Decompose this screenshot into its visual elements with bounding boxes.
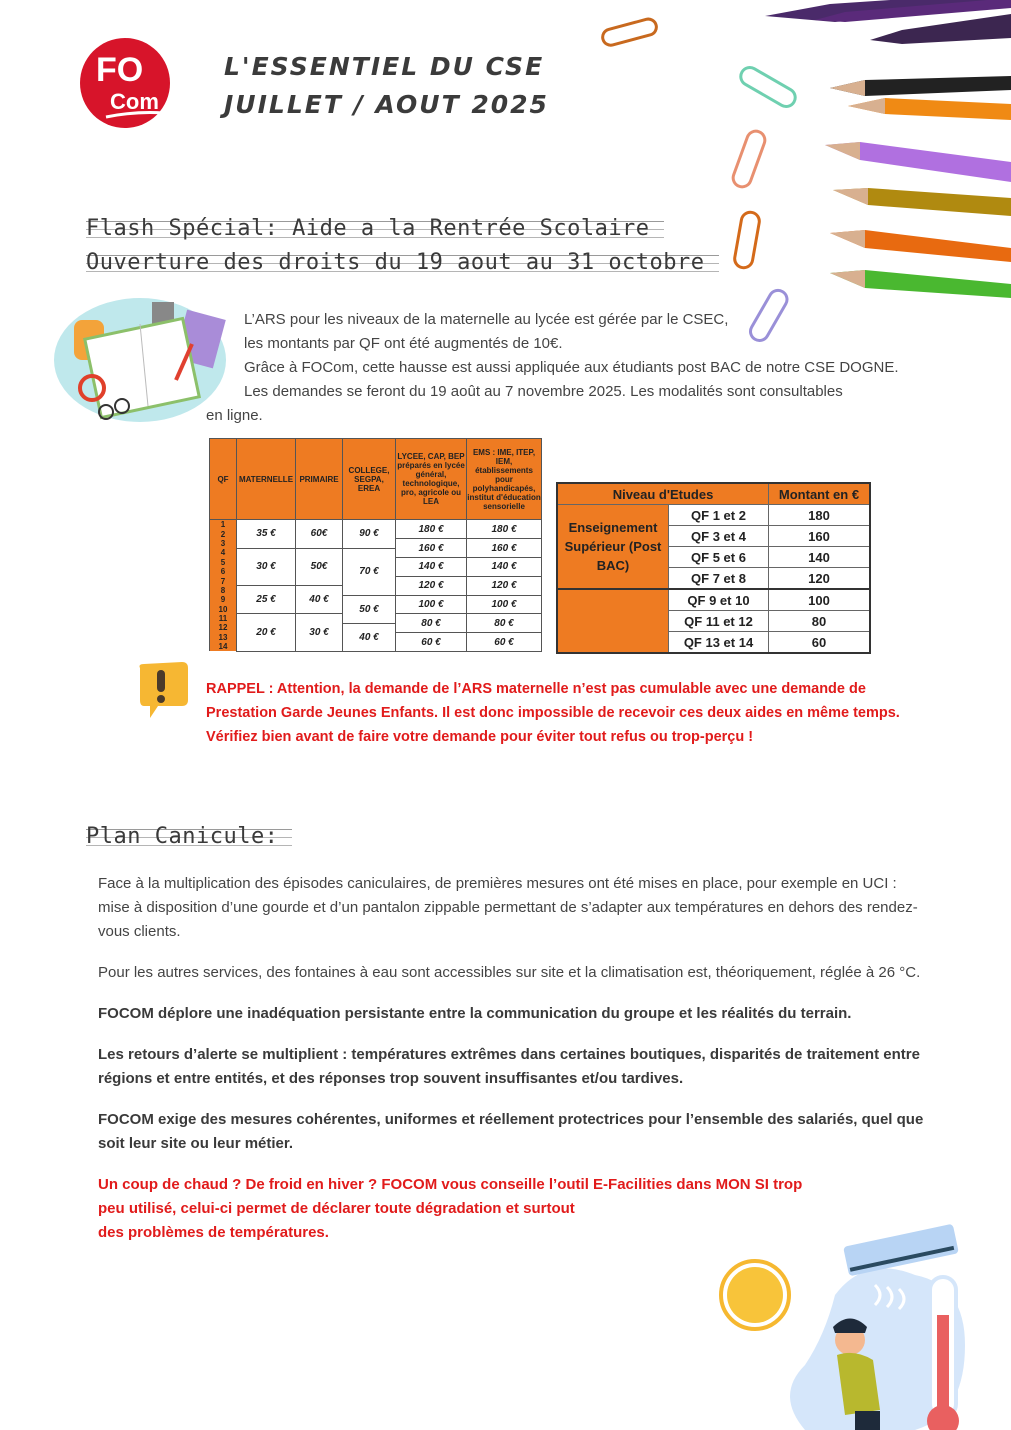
- col-header-lycee: LYCEE, CAP, BEP préparés en lycée général, technologique, pro, agricole ou LEA: [396, 439, 467, 520]
- pencils-decoration: [590, 0, 1011, 345]
- canicule-paragraph: Face à la multiplication des épisodes caniculaires, de premières mesures ont été mises en place, pour exemple en UCI : mise à disposition d’une gourde et d’un pantalon zippable permettant de s’adapter aux températures en dehors des rendez-vous clients.: [98, 875, 918, 940]
- advice-line: Un coup de chaud ? De froid en hiver ? FOCOM vous conseille l’outil E-Facilities dans MON SI trop: [98, 1176, 803, 1193]
- qf-number: 9: [210, 595, 237, 604]
- col-header-ems: EMS : IME, ITEP, IEM, établissements pour polyhandicapés, institut d'éducation sensorielle: [467, 439, 542, 520]
- ems-amount: 180 €: [467, 520, 542, 539]
- qf-number: 12: [210, 623, 237, 632]
- level-empty: [557, 589, 669, 653]
- rappel-check: Vérifiez bien avant de faire votre demande pour éviter tout refus ou trop-perçu !: [206, 729, 754, 745]
- amount: 60: [769, 632, 871, 654]
- rappel-text: RAPPEL : Attention, la demande de l’ARS maternelle n’est pas cumulable avec une demande de Prestation Garde Jeunes Enfants. Il est donc impossible de recevoir ces deux aides en même temps.: [206, 681, 900, 721]
- post-bac-table: [556, 482, 871, 654]
- ems-amount: 80 €: [467, 614, 542, 633]
- intro-line: les montants par QF ont été augmentés de 10€.: [244, 335, 563, 352]
- newsletter-title: L'ESSENTIEL DU CSE: [224, 52, 545, 81]
- qf-number: 4: [210, 548, 237, 557]
- qf-number: 11: [210, 614, 237, 623]
- lycee-amount: 180 €: [396, 520, 467, 539]
- primaire-amount: 50€: [296, 548, 343, 586]
- canicule-heading: Plan Canicule:: [86, 820, 292, 854]
- qf-number: 5: [210, 558, 237, 567]
- college-amount: 90 €: [343, 520, 396, 549]
- amount: 160: [769, 526, 871, 547]
- intro-line: en ligne.: [206, 407, 263, 424]
- intro-line: Les demandes se feront du 19 août au 7 novembre 2025. Les modalités sont consultables: [244, 383, 843, 400]
- flash-subheading: Ouverture des droits du 19 aout au 31 octobre: [86, 246, 719, 280]
- lycee-amount: 100 €: [396, 595, 467, 614]
- rappel-warning: [206, 677, 926, 749]
- flash-heading: Flash Spécial: Aide a la Rentrée Scolaire: [86, 212, 664, 246]
- amount: 80: [769, 611, 871, 632]
- college-amount: 40 €: [343, 623, 396, 651]
- intro-line: L’ARS pour les niveaux de la maternelle au lycée est gérée par le CSEC,: [244, 311, 729, 328]
- svg-text:FO: FO: [96, 51, 144, 89]
- qf-range: QF 1 et 2: [669, 505, 769, 526]
- col-header-qf: QF: [210, 439, 237, 520]
- paperclip-icon: [601, 17, 658, 47]
- col-header-level: Niveau d'Etudes: [557, 483, 769, 505]
- canicule-paragraph: FOCOM exige des mesures cohérentes, uniformes et réellement protectrices pour l’ensemble des salariés, quel que soit leur site ou leur métier.: [98, 1111, 924, 1152]
- qf-range: QF 9 et 10: [669, 589, 769, 611]
- school-supplies-illustration: [52, 284, 228, 426]
- canicule-paragraph: Pour les autres services, des fontaines à eau sont accessibles sur site et la climatisation est, théoriquement, réglée à 26 °C.: [98, 964, 921, 981]
- ems-amount: 60 €: [467, 633, 542, 652]
- amount: 180: [769, 505, 871, 526]
- lycee-amount: 120 €: [396, 576, 467, 595]
- qf-range: QF 5 et 6: [669, 547, 769, 568]
- col-header-amount: Montant en €: [769, 483, 871, 505]
- qf-number: 13: [210, 633, 237, 642]
- primaire-amount: 40 €: [296, 586, 343, 614]
- exclamation-icon: [132, 660, 192, 720]
- qf-number: 6: [210, 567, 237, 576]
- heatwave-illustration: [715, 1215, 1011, 1430]
- level-label: Enseignement Supérieur (Post BAC): [557, 505, 669, 590]
- maternelle-amount: 25 €: [237, 586, 296, 614]
- lycee-amount: 140 €: [396, 558, 467, 577]
- canicule-paragraph: Les retours d’alerte se multiplient : températures extrêmes dans certaines boutiques, disparités de traitement entre régions et entre entités, et des réponses trop souvent insuffisantes et/ou tardives.: [98, 1046, 920, 1087]
- amount: 140: [769, 547, 871, 568]
- maternelle-amount: 35 €: [237, 520, 296, 549]
- qf-number: 1: [210, 520, 237, 530]
- ems-amount: 140 €: [467, 558, 542, 577]
- primaire-amount: 30 €: [296, 614, 343, 652]
- advice-line: peu utilisé, celui-ci permet de déclarer toute dégradation et surtout: [98, 1200, 575, 1217]
- qf-number: 14: [210, 642, 237, 651]
- ems-amount: 160 €: [467, 539, 542, 558]
- air-conditioner-icon: [843, 1224, 959, 1277]
- college-amount: 50 €: [343, 595, 396, 623]
- advice-line: des problèmes de températures.: [98, 1224, 329, 1241]
- focom-logo: [76, 37, 174, 129]
- sun-icon: [721, 1261, 789, 1329]
- ars-qf-table: [209, 438, 542, 652]
- qf-range: QF 11 et 12: [669, 611, 769, 632]
- maternelle-amount: 20 €: [237, 614, 296, 652]
- qf-number: 3: [210, 539, 237, 548]
- qf-number: 10: [210, 605, 237, 614]
- lycee-amount: 160 €: [396, 539, 467, 558]
- primaire-amount: 60€: [296, 520, 343, 549]
- canicule-body: [98, 872, 928, 1262]
- amount: 100: [769, 589, 871, 611]
- ars-intro: [206, 308, 926, 428]
- qf-range: QF 3 et 4: [669, 526, 769, 547]
- col-header-maternelle: MATERNELLE: [237, 439, 296, 520]
- svg-text:Com: Com: [110, 89, 159, 114]
- qf-number: 2: [210, 529, 237, 538]
- ems-amount: 120 €: [467, 576, 542, 595]
- intro-line: Grâce à FOCom, cette hausse est aussi appliquée aux étudiants post BAC de notre CSE DOGNE.: [244, 359, 899, 376]
- college-amount: 70 €: [343, 548, 396, 595]
- qf-range: QF 13 et 14: [669, 632, 769, 654]
- canicule-paragraph: FOCOM déplore une inadéquation persistante entre la communication du groupe et les réalités du terrain.: [98, 1005, 852, 1022]
- qf-range: QF 7 et 8: [669, 568, 769, 590]
- lycee-amount: 80 €: [396, 614, 467, 633]
- ems-amount: 100 €: [467, 595, 542, 614]
- maternelle-amount: 30 €: [237, 548, 296, 586]
- thermometer-icon: [927, 1277, 959, 1430]
- col-header-college: COLLEGE, SEGPA, EREA: [343, 439, 396, 520]
- amount: 120: [769, 568, 871, 590]
- col-header-primaire: PRIMAIRE: [296, 439, 343, 520]
- lycee-amount: 60 €: [396, 633, 467, 652]
- newsletter-date: JUILLET / AOUT 2025: [224, 90, 549, 119]
- qf-number: 7: [210, 576, 237, 585]
- qf-number: 8: [210, 586, 237, 595]
